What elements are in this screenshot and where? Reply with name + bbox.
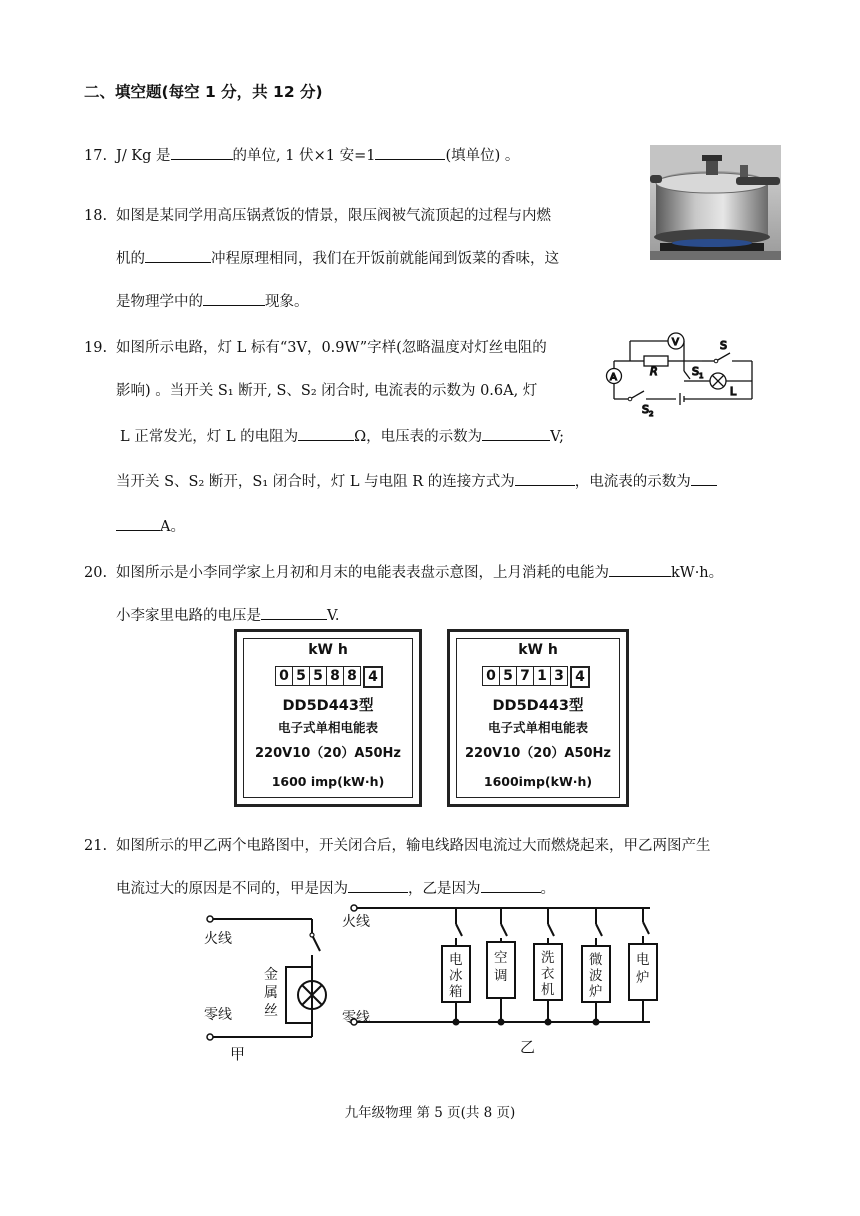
meter-digit: 5 xyxy=(293,666,310,686)
circuit-jia-diagram xyxy=(190,905,340,1065)
meter-imp: 1600 imp(kW·h) xyxy=(271,774,385,789)
answer-blank[interactable] xyxy=(203,290,265,306)
q20-text: 如图所示是小李同学家上月初和月末的电能表表盘示意图，上月消耗的电能为 xyxy=(116,565,609,581)
meter-digit: 8 xyxy=(327,666,344,686)
appliance-label-fridge: 箱 xyxy=(449,984,463,1000)
resistor-label: R xyxy=(650,365,658,378)
answer-blank[interactable] xyxy=(116,515,160,531)
meter-digits xyxy=(275,666,383,688)
answer-blank[interactable] xyxy=(145,247,211,263)
answer-blank[interactable] xyxy=(691,470,717,486)
appliance-label-washer: 机 xyxy=(541,982,555,998)
live-wire-label: 火线 xyxy=(204,931,232,947)
section-title: 二、填空题(每空 1 分，共 12 分) xyxy=(84,83,323,101)
question-number: 17. xyxy=(84,148,108,164)
meter-digit: 0 xyxy=(482,666,500,686)
meter-digit: 1 xyxy=(534,666,551,686)
appliance-label-microwave: 炉 xyxy=(589,984,603,1000)
question-19-line-4 xyxy=(116,470,717,491)
q18-text: 现象。 xyxy=(265,294,309,310)
neutral-wire-label: 零线 xyxy=(342,1010,370,1026)
question-19-line-2: 影响) 。当开关 S₁ 断开, S、S₂ 闭合时, 电流表的示数为 0.6A, 灯 xyxy=(116,383,538,399)
neutral-wire-label: 零线 xyxy=(204,1007,232,1023)
question-17 xyxy=(84,144,519,165)
q17-text-b: 的单位, 1 伏×1 安=1 xyxy=(232,148,376,164)
q18-text: 如图是某同学用高压锅煮饭的情景，限压阀被气流顶起的过程与内燃 xyxy=(116,208,551,224)
q20-text: 小李家里电路的电压是 xyxy=(116,608,261,624)
meter-rating: 220V10（20）A50Hz xyxy=(255,746,401,761)
live-wire-label: 火线 xyxy=(342,914,370,930)
q19-text: V; xyxy=(550,429,565,445)
circuit-yi-diagram xyxy=(338,898,668,1063)
answer-blank[interactable] xyxy=(171,144,233,160)
meter-unit: kW h xyxy=(308,642,348,658)
lamp-label: L xyxy=(730,385,737,398)
q17-text-c: (填单位) 。 xyxy=(445,148,520,164)
caption-jia: 甲 xyxy=(230,1045,246,1063)
q17-text-a: J/ Kg 是 xyxy=(116,148,171,164)
switch-s2-label: S xyxy=(642,403,649,416)
answer-blank[interactable] xyxy=(515,470,575,486)
appliance-label-stove: 电 xyxy=(636,952,650,968)
metal-wire-label: 金 xyxy=(264,967,278,983)
q18-text: 是物理学中的 xyxy=(116,294,203,310)
meter-model: DD5D443型 xyxy=(492,698,584,714)
caption-yi: 乙 xyxy=(520,1038,536,1056)
q20-text: V. xyxy=(327,608,340,624)
meter-type: 电子式单相电能表 xyxy=(487,720,588,735)
answer-blank[interactable] xyxy=(348,877,408,893)
question-20-line-2 xyxy=(116,604,340,625)
appliance-label-stove: 炉 xyxy=(636,970,650,986)
question-number: 20. xyxy=(84,565,108,581)
appliance-label-microwave: 波 xyxy=(589,968,603,984)
circuit-wire xyxy=(684,371,690,379)
meter-model: DD5D443型 xyxy=(282,698,374,714)
appliance-label-fridge: 冰 xyxy=(449,968,463,984)
switch-s2-subscript: 2 xyxy=(649,410,654,418)
q20-text: kW·h。 xyxy=(671,565,724,581)
question-19-line-5 xyxy=(116,515,185,536)
question-21-line-2 xyxy=(116,877,555,898)
circuit-wire xyxy=(630,391,644,399)
switch-terminal xyxy=(628,397,632,401)
answer-blank[interactable] xyxy=(375,144,445,160)
question-18-line-2 xyxy=(116,247,559,268)
meter-digit: 0 xyxy=(275,666,293,686)
question-number: 19. xyxy=(84,340,108,356)
answer-blank[interactable] xyxy=(481,877,541,893)
q18-text: 冲程原理相同，我们在开饭前就能闻到饭菜的香味，这 xyxy=(211,251,559,267)
meter-digit-decimal: 4 xyxy=(363,666,383,688)
meter-rating: 220V10（20）A50Hz xyxy=(465,746,611,761)
switch-s1-label: S xyxy=(692,365,699,378)
energy-meter-end xyxy=(447,629,629,807)
appliance-label-fridge: 电 xyxy=(449,952,463,968)
q19-text: ，电流表的示数为 xyxy=(574,474,691,490)
meter-unit: kW h xyxy=(518,642,558,658)
answer-blank[interactable] xyxy=(298,425,354,441)
meter-type: 电子式单相电能表 xyxy=(277,720,378,735)
page-footer: 九年级物理 第 5 页(共 8 页) xyxy=(344,1105,516,1121)
switch-terminal xyxy=(714,359,718,363)
question-number: 18. xyxy=(84,208,108,224)
q19-text: A。 xyxy=(160,519,185,535)
metal-wire-label: 属 xyxy=(264,985,278,1001)
q19-circuit-diagram xyxy=(600,325,760,425)
appliance-label-ac: 空 xyxy=(494,950,508,966)
appliance-label-washer: 衣 xyxy=(541,966,555,982)
question-20-line-1 xyxy=(84,561,723,582)
pressure-cooker-photo xyxy=(650,145,781,260)
q21-text: 。 xyxy=(540,881,555,897)
q18-text: 机的 xyxy=(116,251,145,267)
circuit-wire xyxy=(716,353,730,361)
appliance-label-microwave: 微 xyxy=(589,952,603,968)
q19-text: Ω，电压表的示数为 xyxy=(354,429,483,445)
appliance-label-ac: 调 xyxy=(494,968,508,984)
q21-text: 电流过大的原因是不同的，甲是因为 xyxy=(116,881,348,897)
question-19-line-1 xyxy=(84,336,547,357)
answer-blank[interactable] xyxy=(261,604,327,620)
meter-digit: 5 xyxy=(310,666,327,686)
meter-digit: 7 xyxy=(517,666,534,686)
q21-text: 如图所示的甲乙两个电路图中，开关闭合后，输电线路因电流过大而燃烧起来，甲乙两图产生 xyxy=(116,838,711,854)
meter-imp: 1600imp(kW·h) xyxy=(483,774,593,789)
switch-s-label: S xyxy=(720,339,727,352)
q21-text: ，乙是因为 xyxy=(408,881,481,897)
ammeter-label: A xyxy=(610,372,617,383)
q19-text: L 正常发光，灯 L 的电阻为 xyxy=(120,429,299,445)
question-21-line-1 xyxy=(84,834,711,855)
q19-text: 如图所示电路，灯 L 标有“3V，0.9W”字样(忽略温度对灯丝电阻的 xyxy=(116,340,547,356)
answer-blank[interactable] xyxy=(609,561,671,577)
answer-blank[interactable] xyxy=(482,425,550,441)
meter-digits xyxy=(482,666,590,688)
meter-digit-decimal: 4 xyxy=(570,666,590,688)
voltmeter-label: V xyxy=(672,337,679,348)
meter-digit: 3 xyxy=(551,666,568,686)
question-number: 21. xyxy=(84,838,108,854)
metal-wire-label: 丝 xyxy=(264,1003,278,1019)
meter-digit: 8 xyxy=(344,666,361,686)
q19-text: 当开关 S、S₂ 断开，S₁ 闭合时，灯 L 与电阻 R 的连接方式为 xyxy=(116,474,515,490)
energy-meter-start xyxy=(234,629,422,807)
appliance-label-washer: 洗 xyxy=(541,950,555,966)
switch-s1-subscript: 1 xyxy=(699,372,704,380)
question-19-line-3 xyxy=(120,425,564,446)
question-18-line-1 xyxy=(84,204,551,225)
question-18-line-3 xyxy=(116,290,309,311)
meter-digit: 5 xyxy=(500,666,517,686)
